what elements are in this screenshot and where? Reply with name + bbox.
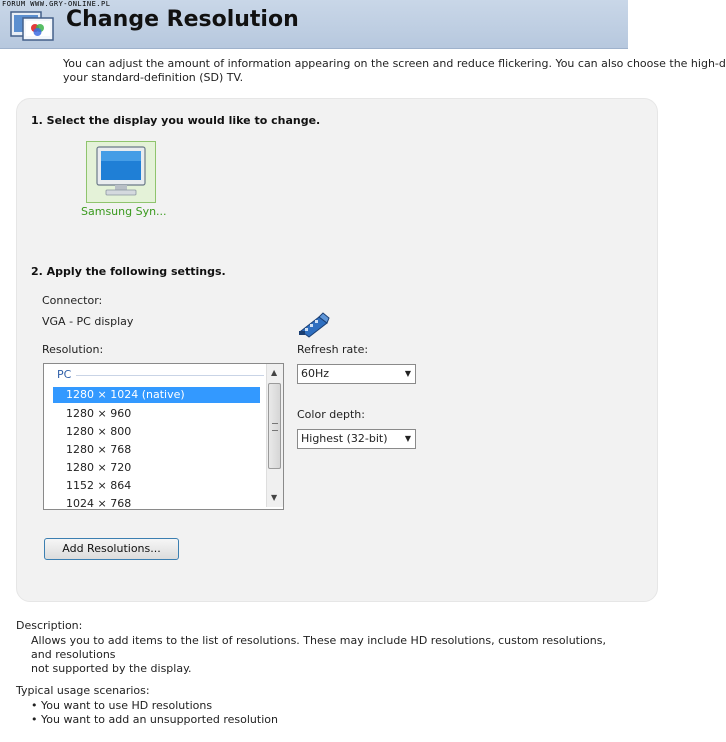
resolution-item[interactable]: 1024 × 768 [66,497,132,510]
monitor-icon [87,142,155,202]
color-depth-select[interactable] [297,429,416,449]
resolution-item[interactable]: 1280 × 768 [66,443,132,456]
description-line-1: Allows you to add items to the list of resolutions. These may include HD resolutions, custom resolutions, and resolutions [31,634,606,661]
usage-heading: Typical usage scenarios: [16,684,150,697]
display-tile[interactable] [86,141,156,203]
resolution-item[interactable]: 1280 × 800 [66,425,132,438]
display-name[interactable]: Samsung Syn... [81,205,167,218]
resolution-item[interactable]: 1280 × 720 [66,461,132,474]
usage-item: • You want to use HD resolutions [31,699,213,712]
resolution-group-label: PC [57,368,72,381]
description-text [31,634,621,676]
add-resolutions-button[interactable]: Add Resolutions... [44,538,179,560]
scrollbar-thumb[interactable] [268,383,281,469]
grip-icon [272,423,278,431]
step-2-heading: 2. Apply the following settings. [31,265,226,278]
resolution-item[interactable]: 1280 × 960 [66,407,132,420]
color-depth-value: Highest (32-bit) [301,432,388,445]
list-scrollbar[interactable] [266,364,283,507]
intro-text [63,57,726,85]
refresh-rate-label: Refresh rate: [297,343,369,356]
refresh-rate-select[interactable] [297,364,416,384]
monitor-settings-icon [10,8,56,44]
resolution-item[interactable]: 1152 × 864 [66,479,132,492]
usage-item: • You want to add an unsupported resolution [31,713,278,726]
chevron-down-icon: ▼ [404,434,411,443]
group-divider [76,375,264,376]
resolution-list[interactable] [43,363,284,510]
watermark: FORUM WWW.GRY-ONLINE.PL [2,0,111,8]
page-title: Change Resolution [66,7,299,32]
description-heading: Description: [16,619,83,632]
connector-label: Connector: [42,294,103,307]
scroll-down-arrow-icon[interactable]: ▼ [271,493,278,502]
intro-line-2: your standard-definition (SD) TV. [63,71,244,84]
scroll-up-arrow-icon[interactable]: ▲ [271,368,278,377]
color-depth-label: Color depth: [297,408,365,421]
intro-line-1: You can adjust the amount of information appearing on the screen and reduce flickering. You can also choose the high-d [63,57,726,70]
resolution-label: Resolution: [42,343,104,356]
chevron-down-icon: ▼ [404,369,411,378]
header-bar [0,0,628,49]
description-line-2: not supported by the display. [31,662,192,675]
refresh-rate-value: 60Hz [301,367,330,380]
connector-value: VGA - PC display [42,315,134,328]
resolution-item-selected[interactable]: 1280 × 1024 (native) [53,387,260,403]
vga-connector-icon [297,311,331,339]
step-1-heading: 1. Select the display you would like to change. [31,114,321,127]
